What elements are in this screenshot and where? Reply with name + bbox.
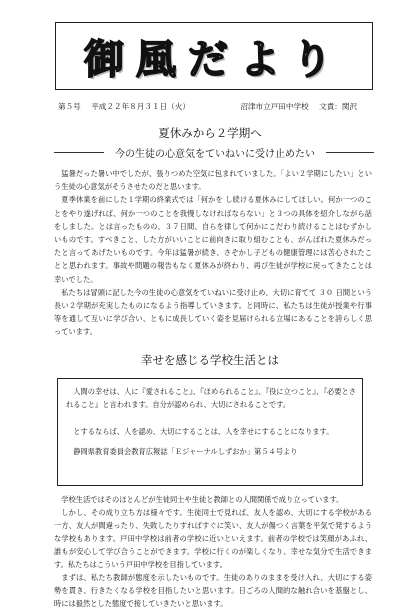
paragraph: 猛暑だった暑い中でしたが、張りつめた空気に包まれていました。「よい２学期にしたい」という生徒の心意気がそうさせたのだと思います。 <box>54 169 372 192</box>
paragraph: 私たちは冒頭に記した今の生徒の心意気をていねいに受け止め、大切に育てて ３０ 日間という長い２学期が充実したものになるよう指導していきます。と同時に、私たちは生徒が授業や行事等を通して互いに学び合い、ともに成長していく姿を見届けられる立場にあることを誇らしく思っています。 <box>54 287 372 337</box>
section2-body <box>54 493 372 610</box>
subtitle-rule-right <box>326 152 374 153</box>
quote-source: 静岡県教育委員会教育広報誌「Ｅジャーナルしずおか」第５４号より <box>73 447 298 456</box>
issue-number: 第５号 <box>58 102 81 111</box>
masthead-box <box>55 22 373 90</box>
section1-body <box>54 167 372 339</box>
school-name: 沼津市立戸田中学校 <box>240 102 309 111</box>
paragraph: しかし、その成り立ち方は様々です。生徒同士で見れば、友人を認め、大切にする学校がある一方、友人が間違ったり、失敗したりすればすぐに笑い、友人が傷つく言葉を平気で発するような学校もあります。戸田中学校は前者の学校に近いといえます。前者の学校では笑顔があふれ、誰もが安心して学び合うことができます。学校に行くのが楽しくなり、幸せな気分で生活できます。私たちはこういう戸田中学校を目指しています。 <box>54 508 372 569</box>
quote-text: 人間の幸せは、人に『愛されること』、『ほめられること』、『役に立つこと』、『必要とされること』と言われます。自分が認められ、大切にされることです。 <box>66 387 357 410</box>
paragraph: 夏季休業を前にした１学期の終業式では「何かを し続ける夏休みにしてほしい。何か一つのことをやり遂げれば、何か一つのことを我慢しなければならない」と３つの具体を紹介しながら話をしました。とは言ったものの、３７日間、自らを律して何かにこだわり続けることはむずかしいものです。すべきこと、した方がいいことに前向きに取り組むことも、がんばれた夏休みだったと言ってあげたいものです。今年は猛暑が続き、さぞかし子どもの健康管理には苦心されたことと思われます。事故や問題の報告もなく夏休みが終わり、再び生徒が学校に戻ってきたことは幸いでした。 <box>54 195 372 284</box>
quote-box <box>57 378 363 486</box>
author: 文責：関沢 <box>319 102 358 111</box>
section1-title: 夏休みから２学期へ <box>158 126 262 140</box>
issue-date: 平成２２年８月３１日（火） <box>91 102 190 111</box>
section2-title: 幸せを感じる学校生活とは <box>141 353 279 367</box>
paragraph: 学校生活ではそのほとんどが生徒同士や生徒と教師との人間関係で成り立っています。 <box>61 495 344 504</box>
quote-text: とするならば、人を認め、大切にすることは、人を幸せにすることになります。 <box>73 427 334 436</box>
section1-subtitle: 今の生徒の心意気をていねいに受け止めたい <box>115 149 315 160</box>
paragraph: まずは、私たち教師が態度を示したいものです。生徒のありのままを受け入れ、大切にする姿勢を貫き、行きたくなる学校を目指したいと思います。日ごろの人間的な触れ合いを基盤とし、時には毅然とした態度で接していきたいと思います。 <box>54 573 372 608</box>
issue-info <box>58 101 378 112</box>
masthead-logo: 御風だより <box>84 35 344 83</box>
